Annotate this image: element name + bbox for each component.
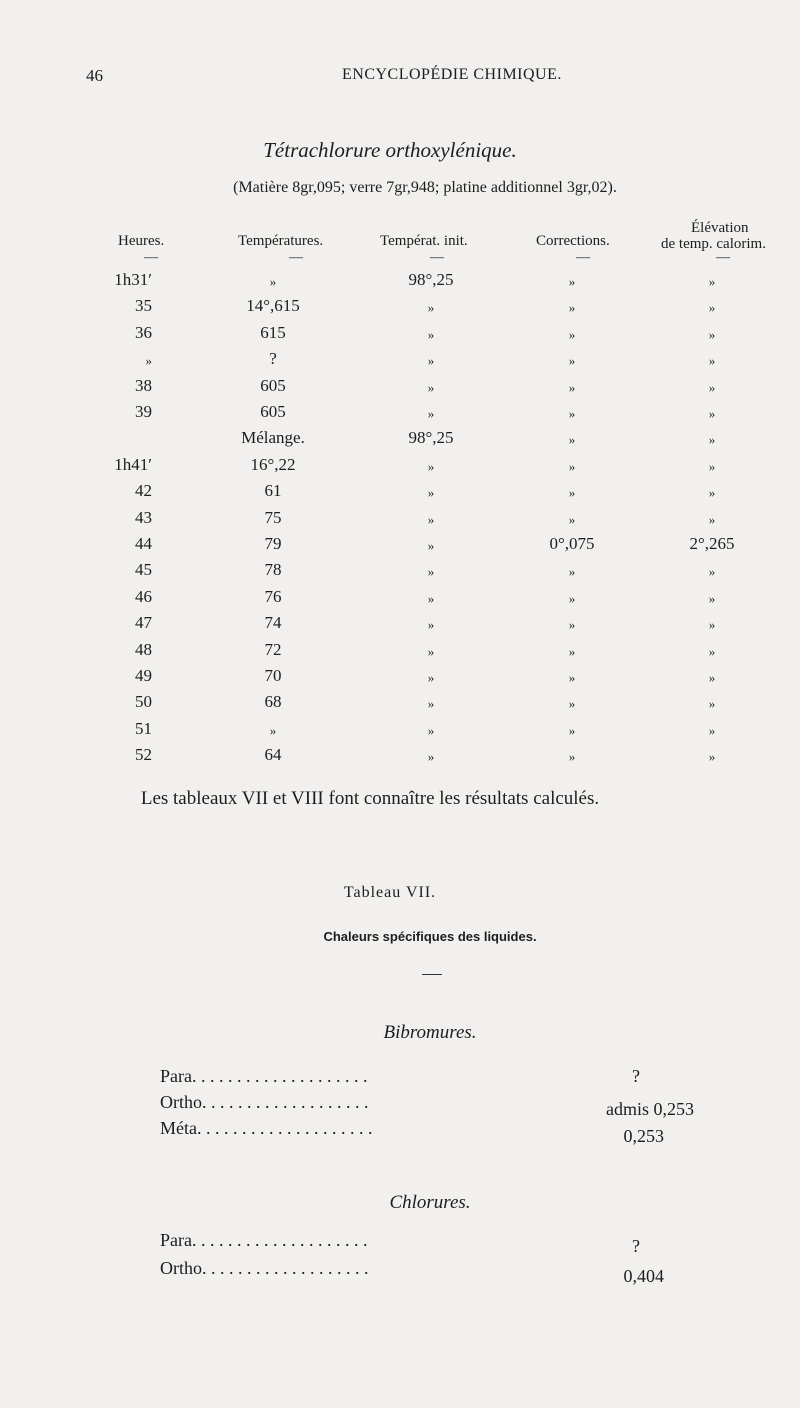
- table-cell: »: [427, 511, 435, 527]
- table-cell: 74: [264, 613, 282, 633]
- table-cell: Mélange.: [241, 428, 305, 448]
- table-cell: »: [568, 353, 576, 369]
- table-cell: »: [427, 485, 435, 501]
- table-cell: »: [708, 590, 716, 606]
- table-cell: »: [708, 749, 716, 765]
- table-cell: »: [568, 326, 576, 342]
- table-cell: 46: [135, 586, 152, 606]
- table-cell: »: [708, 353, 716, 369]
- table-cell: »: [708, 458, 716, 474]
- table-cell: »: [708, 564, 716, 580]
- header-dash: —: [144, 250, 158, 265]
- divider: [422, 974, 442, 975]
- row-label: Para: [160, 1230, 192, 1250]
- table-cell: »: [427, 300, 435, 316]
- table-cell: »: [568, 274, 576, 289]
- table-cell: 14°,615: [246, 296, 300, 316]
- dot-leader: . . . . . . . . . . . . . . . . . . . .: [196, 1118, 373, 1138]
- table-cell: 78: [264, 560, 282, 580]
- list-item: [160, 1092, 369, 1113]
- table-cell: 98°,25: [408, 428, 454, 448]
- table-cell: ?: [269, 349, 277, 369]
- body-paragraph: Les tableaux VII et VIII font connaître les résultats calculés.: [140, 788, 600, 809]
- table-cell: 35: [135, 296, 152, 316]
- table-cell: 38: [135, 375, 152, 395]
- group-title-bibromures: Bibromures.: [383, 1022, 477, 1043]
- section-title: Tétrachlorure orthoxylénique.: [263, 138, 517, 162]
- table-cell: »: [568, 643, 576, 659]
- table-cell: 45: [135, 560, 152, 580]
- table-cell: »: [568, 670, 576, 685]
- table-cell: 72: [264, 639, 282, 659]
- table-cell: »: [708, 485, 716, 501]
- row-value: 0,404: [623, 1266, 664, 1286]
- table-cell: »: [568, 406, 576, 421]
- table-cell: »: [269, 722, 277, 738]
- table-cell: »: [427, 353, 435, 369]
- table-cell: 1h41′: [114, 454, 152, 474]
- table-cell: »: [427, 538, 435, 553]
- col-header-temperatures: Températures.: [238, 233, 324, 249]
- row-label: Para: [160, 1066, 192, 1086]
- table-cell: »: [708, 379, 716, 395]
- table-cell: »: [427, 326, 435, 342]
- list-item: [160, 1066, 367, 1087]
- table-cell: »: [427, 722, 435, 738]
- table-cell: »: [708, 643, 716, 659]
- table-cell: »: [708, 511, 716, 527]
- table-cell: »: [568, 564, 576, 580]
- table-cell: 42: [135, 481, 152, 501]
- table-cell: »: [708, 300, 716, 316]
- table-cell: »: [568, 432, 576, 448]
- table-cell: »: [427, 696, 435, 712]
- table-cell: »: [427, 749, 435, 765]
- table-cell: »: [568, 617, 576, 633]
- dot-leader: . . . . . . . . . . . . . . . . . . .: [202, 1258, 369, 1278]
- table-cell: »: [427, 670, 435, 685]
- table-cell: »: [427, 458, 435, 474]
- table-cell: »: [568, 696, 576, 712]
- row-value: ?: [632, 1236, 640, 1256]
- row-label: Ortho: [160, 1092, 202, 1112]
- table-cell: »: [568, 300, 576, 316]
- table-cell: »: [708, 326, 716, 342]
- table-cell: 44: [135, 534, 152, 553]
- table-cell: 52: [135, 745, 152, 765]
- header-dash: —: [716, 250, 730, 265]
- table-cell: 0°,075: [549, 534, 595, 553]
- page-number: 46: [86, 66, 103, 85]
- table-cell: 48: [135, 639, 152, 659]
- col-header-temperat-init: Températ. init.: [380, 233, 468, 249]
- dot-leader: . . . . . . . . . . . . . . . . . . . .: [191, 1066, 368, 1086]
- table-cell: 61: [264, 481, 282, 501]
- list-item: [160, 1258, 369, 1279]
- table-cell: 605: [260, 375, 286, 395]
- row-value: 0,253: [623, 1126, 664, 1146]
- table-cell: 36: [135, 322, 152, 342]
- table-cell: »: [427, 617, 435, 633]
- table-cell: »: [568, 749, 576, 765]
- col-header-heures: Heures.: [118, 233, 165, 249]
- table-cell: 79: [264, 534, 282, 553]
- table-cell: »: [427, 564, 435, 580]
- table-cell: »: [568, 458, 576, 474]
- table-cell: 615: [260, 322, 286, 342]
- table-cell: »: [568, 485, 576, 501]
- row-value: admis 0,253: [606, 1099, 694, 1119]
- header-dash: —: [289, 250, 303, 265]
- table-cell: 75: [264, 507, 282, 527]
- table-cell: 49: [135, 666, 152, 685]
- table-cell: »: [427, 643, 435, 659]
- table-cell: 70: [264, 666, 282, 685]
- row-label: Ortho: [160, 1258, 202, 1278]
- table-cell: 43: [135, 507, 152, 527]
- table-cell: »: [708, 406, 716, 421]
- table-cell: »: [708, 722, 716, 738]
- table-cell: »: [427, 406, 435, 421]
- table-cell: »: [269, 274, 277, 289]
- table-title: Tableau VII.: [343, 884, 437, 901]
- table-subtitle: Chaleurs spécifiques des liquides.: [323, 929, 537, 944]
- section-subtitle: (Matière 8gr,095; verre 7gr,948; platine additionnel 3gr,02).: [233, 179, 617, 196]
- col-header-corrections: Corrections.: [536, 233, 610, 249]
- col-header-elevation: Élévation: [691, 220, 749, 236]
- dot-leader: . . . . . . . . . . . . . . . . . . . .: [191, 1230, 368, 1250]
- table-cell: 68: [264, 692, 282, 712]
- table-cell: »: [708, 696, 716, 712]
- running-title: ENCYCLOPÉDIE CHIMIQUE.: [342, 66, 562, 83]
- dot-leader: . . . . . . . . . . . . . . . . . . .: [202, 1092, 369, 1112]
- table-cell: »: [708, 617, 716, 633]
- col-header-temp-calorim: de temp. calorim.: [661, 236, 766, 252]
- table-cell: »: [145, 353, 152, 369]
- table-cell: »: [568, 590, 576, 606]
- table-cell: 39: [135, 402, 152, 421]
- table-cell: 51: [135, 718, 152, 738]
- table-cell: 1h31′: [114, 270, 152, 289]
- table-cell: »: [427, 590, 435, 606]
- group-title-chlorures: Chlorures.: [389, 1192, 471, 1213]
- table-cell: »: [708, 432, 716, 448]
- table-cell: 98°,25: [408, 270, 454, 289]
- table-cell: 64: [264, 745, 282, 765]
- table-cell: »: [708, 274, 716, 289]
- table-cell: »: [427, 379, 435, 395]
- list-item: [160, 1118, 372, 1139]
- header-dash: —: [576, 250, 590, 265]
- table-cell: 50: [135, 692, 152, 712]
- table-cell: 2°,265: [689, 534, 735, 553]
- table-cell: 47: [135, 613, 152, 633]
- row-value: ?: [632, 1066, 640, 1086]
- table-cell: »: [568, 722, 576, 738]
- table-cell: 605: [260, 402, 286, 421]
- header-dash: —: [430, 250, 444, 265]
- row-label: Méta: [160, 1118, 197, 1138]
- table-cell: »: [568, 379, 576, 395]
- table-cell: »: [568, 511, 576, 527]
- table-cell: »: [708, 670, 716, 685]
- table-cell: 76: [264, 586, 282, 606]
- list-item: [160, 1230, 367, 1251]
- table-cell: 16°,22: [250, 454, 296, 474]
